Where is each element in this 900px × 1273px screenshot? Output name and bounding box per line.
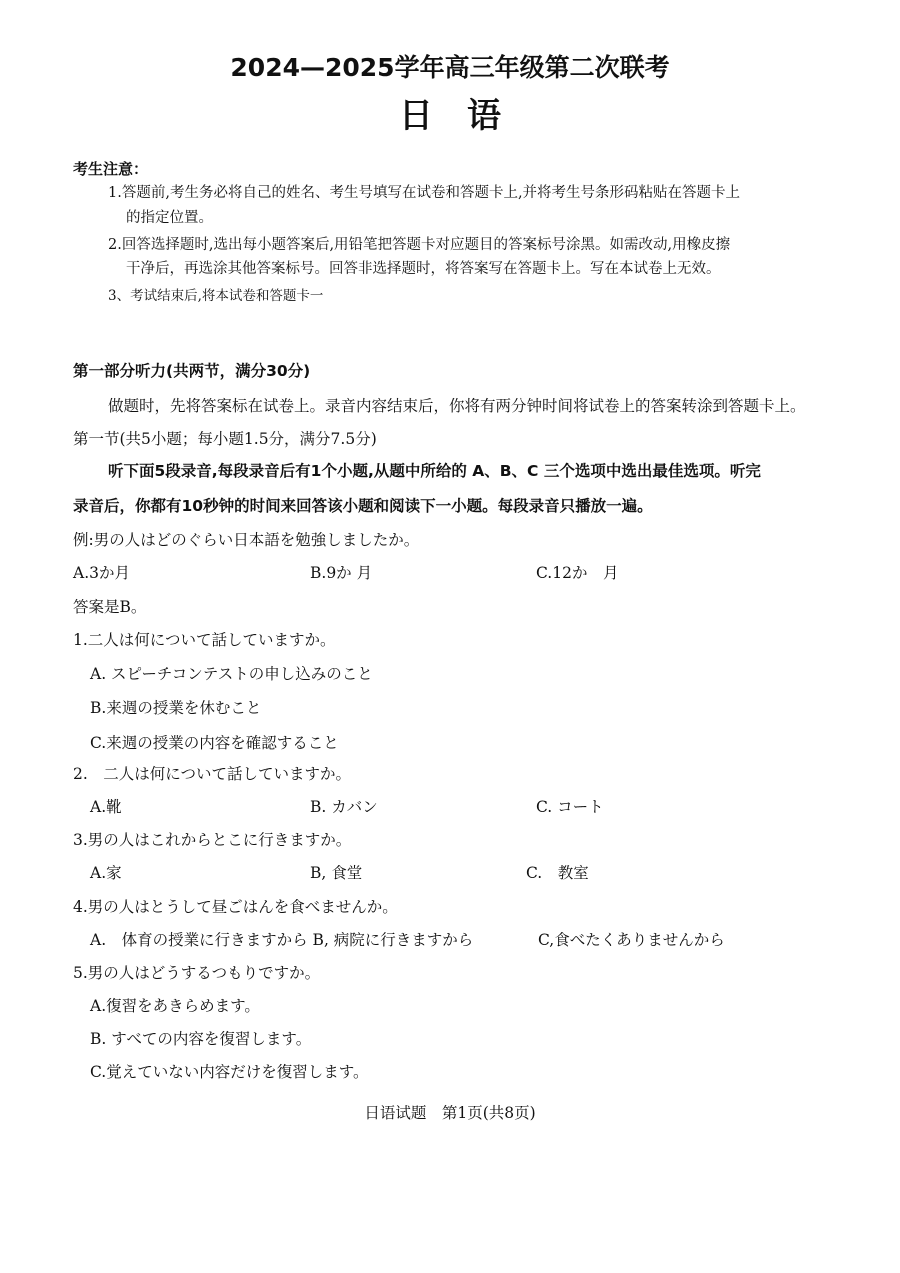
question-3-option-a: A.家 <box>90 864 122 882</box>
subject-title: 日 语 <box>399 96 501 136</box>
instruction-line-2: 录音后，你都有10秒钟的时间来回答该小题和阅读下一小题。每段录音只播放一遍。 <box>73 497 653 515</box>
question-2-option-b: B. カバン <box>310 798 378 816</box>
instruction-line-1: 听下面5段录音,每段录音后有1个小题,从题中所给的 A、B、C 三个选项中选出最佳选项。听完 <box>108 462 761 480</box>
question-2-option-c: C. コート <box>536 798 604 816</box>
question-5: 5.男の人はどうするつもりですか。 <box>73 964 321 982</box>
exam-title: 2024—2025学年高三年级第二次联考 <box>230 53 670 82</box>
question-1-option-a: A. スピーチコンテストの申し込みのこと <box>90 665 373 683</box>
question-4-option-c: C,食べたくありませんから <box>538 931 725 949</box>
question-4-option-ab: A. 体育の授業に行きますから B, 病院に行きますから <box>90 931 474 949</box>
question-3: 3.男の人はこれからとこに行きますか。 <box>73 831 352 849</box>
notice-item-3: 3、考试结束后,将本试卷和答题卡一 <box>108 288 324 304</box>
question-5-option-c: C.覚えていない内容だけを復習します。 <box>90 1063 369 1081</box>
question-2-option-a: A.靴 <box>90 798 122 816</box>
example-option-c: C.12か 月 <box>536 564 619 582</box>
notice-item-2-cont: 干净后，再选涂其他答案标号。回答非选择题时，将答案写在答题卡上。写在本试卷上无效。 <box>126 261 721 277</box>
question-1: 1.二人は何について話していますか。 <box>73 631 336 649</box>
notice-item-1: 1.答题前,考生务必将自己的姓名、考生号填写在试卷和答题卡上,并将考生号条形码粘贴在答题卡上 <box>108 185 741 201</box>
part1-intro: 做题时，先将答案标在试卷上。录音内容结束后，你将有两分钟时间将试卷上的答案转涂到答题卡上。 <box>108 397 806 415</box>
example-option-a: A.3か月 <box>73 564 130 582</box>
notice-item-1-cont: 的指定位置。 <box>126 210 213 226</box>
section1-heading: 第一节(共5小题；每小题1.5分，满分7.5分) <box>73 430 377 448</box>
question-3-option-c: C. 教室 <box>526 864 589 882</box>
page-footer: 日语试题 第1页(共8页) <box>364 1104 536 1122</box>
question-1-option-b: B.来週の授業を休むこと <box>90 699 262 717</box>
question-5-option-a: A.復習をあきらめます。 <box>90 997 260 1015</box>
example-option-b: B.9か 月 <box>310 564 373 582</box>
question-1-option-c: C.来週の授業の内容を確認すること <box>90 734 339 752</box>
part1-heading: 第一部分听力(共两节，满分30分) <box>73 362 311 380</box>
question-5-option-b: B. すべての内容を復習します。 <box>90 1030 312 1048</box>
notice-item-2: 2.回答选择题时,选出每小题答案后,用铅笔把答题卡对应题目的答案标号涂黑。如需改动,用橡皮擦 <box>108 237 731 253</box>
question-4: 4.男の人はとうして昼ごはんを食べませんか。 <box>73 898 398 916</box>
question-3-option-b: B, 食堂 <box>310 864 363 882</box>
example-answer: 答案是B。 <box>73 598 147 616</box>
question-2: 2. 二人は何について話していますか。 <box>73 765 351 783</box>
notice-heading: 考生注意： <box>73 160 149 178</box>
example-question: 例:男の人はどのぐらい日本語を勉強しましたか。 <box>73 531 420 549</box>
